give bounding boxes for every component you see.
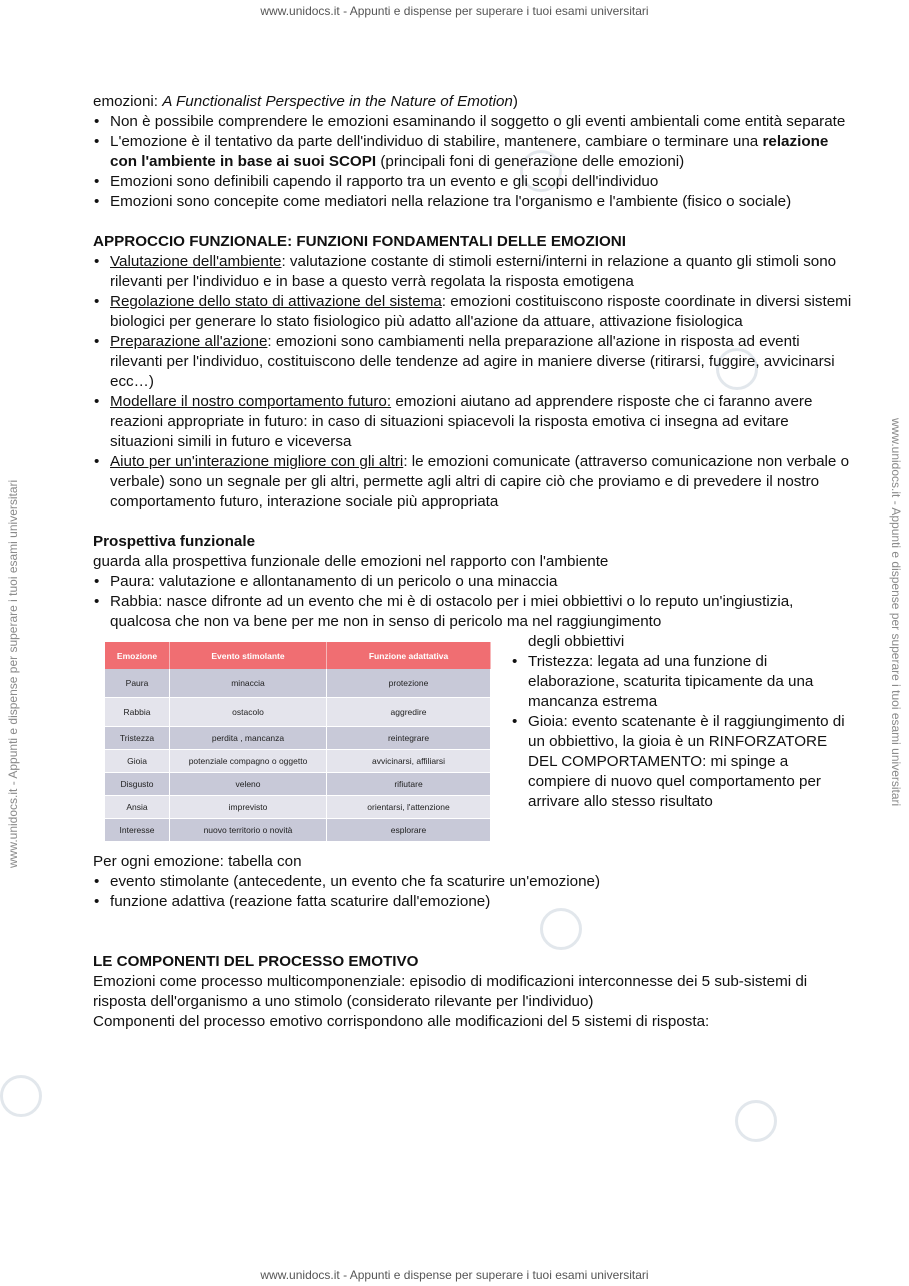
table-cell: Ansia bbox=[105, 796, 170, 819]
document-body bbox=[93, 92, 853, 1032]
table-row bbox=[105, 796, 491, 819]
list-item: • Aiuto per un'interazione migliore con gli altri: le emozioni comunicate (attraverso comunicazione non verbale o verbale) sono un segnale per gli altri, permette agli altri di capire ciò che proviamo e di prevedere il nostro comportamento futuro, interazione sociale più appropriata bbox=[93, 452, 853, 512]
emotion-table-wrapper bbox=[105, 642, 491, 842]
table-row bbox=[105, 727, 491, 750]
intro-line: emozioni: A Functionalist Perspective in the Nature of Emotion) bbox=[93, 93, 518, 110]
left-side-watermark: www.unidocs.it - Appunti e dispense per superare i tuoi esami universitari bbox=[6, 479, 20, 868]
list-item: • Regolazione dello stato di attivazione del sistema: emozioni costituiscono risposte coordinate in diversi sistemi biologici per generare lo stato fisiologico più adatto all'azione da attuare, attivazione fisiologica bbox=[93, 292, 853, 332]
table-header-cell: Evento stimolante bbox=[170, 642, 327, 669]
tabella-intro: Per ogni emozione: tabella con bbox=[93, 853, 302, 870]
table-cell: perdita , mancanza bbox=[170, 727, 327, 750]
table-row bbox=[105, 698, 491, 727]
list-item: • L'emozione è il tentativo da parte dell'individuo di stabilire, mantenere, cambiare o terminare una relazione con l'ambiente in base ai suoi SCOPI (principali foni di generazione delle emozioni) bbox=[93, 132, 853, 172]
table-header-cell: Emozione bbox=[105, 642, 170, 669]
table-cell: rifiutare bbox=[327, 773, 491, 796]
right-side-watermark: www.unidocs.it - Appunti e dispense per superare i tuoi esami universitari bbox=[889, 418, 903, 807]
table-cell: Paura bbox=[105, 669, 170, 698]
componenti-paragraph: Emozioni come processo multicomponenziale: episodio di modificazioni interconnesse dei 5 sub-sistemi di risposta dell'organismo a uno stimolo (considerato rilevante per l'individuo) bbox=[93, 973, 808, 1010]
table-row bbox=[105, 819, 491, 842]
table-cell: potenziale compagno o oggetto bbox=[170, 750, 327, 773]
section-heading-componenti: LE COMPONENTI DEL PROCESSO EMOTIVO bbox=[93, 953, 419, 970]
prospettiva-bullets bbox=[93, 572, 853, 632]
header-watermark: www.unidocs.it - Appunti e dispense per superare i tuoi esami universitari bbox=[260, 4, 649, 18]
list-item: • Rabbia: nasce difronte ad un evento che mi è di ostacolo per i miei obbiettivi o lo reputo un'ingiustizia, qualcosa che non va bene per me non in senso di pericolo ma nel raggiungimento bbox=[93, 592, 853, 632]
table-cell: protezione bbox=[327, 669, 491, 698]
intro-bullets bbox=[93, 112, 853, 212]
footer-watermark: www.unidocs.it - Appunti e dispense per superare i tuoi esami universitari bbox=[260, 1268, 649, 1282]
table-cell: Disgusto bbox=[105, 773, 170, 796]
table-row bbox=[105, 669, 491, 698]
table-cell: Rabbia bbox=[105, 698, 170, 727]
list-item: • Valutazione dell'ambiente: valutazione costante di stimoli esterni/interni in relazione a quanto gli stimoli sono rilevanti per l'individuo e in base a questo verrà regolata la risposta emotigena bbox=[93, 252, 853, 292]
watermark-logo-icon bbox=[0, 1075, 42, 1117]
list-item: • Paura: valutazione e allontanamento di un pericolo o una minaccia bbox=[93, 572, 853, 592]
table-cell: imprevisto bbox=[170, 796, 327, 819]
section-heading-prospettiva: Prospettiva funzionale bbox=[93, 533, 256, 550]
list-item: • Emozioni sono concepite come mediatori nella relazione tra l'organismo e l'ambiente (fisico o sociale) bbox=[93, 192, 853, 212]
list-item: • Tristezza: legata ad una funzione di elaborazione, scaturita tipicamente da una mancanza estrema bbox=[511, 652, 846, 712]
watermark-logo-icon bbox=[735, 1100, 777, 1142]
intro-title-italic: A Functionalist Perspective in the Nature of Emotion bbox=[162, 93, 513, 110]
table-cell: minaccia bbox=[170, 669, 327, 698]
table-cell: Tristezza bbox=[105, 727, 170, 750]
table-cell: reintegrare bbox=[327, 727, 491, 750]
section-heading-approccio: APPROCCIO FUNZIONALE: FUNZIONI FONDAMENTALI DELLE EMOZIONI bbox=[93, 233, 626, 250]
table-cell: Gioia bbox=[105, 750, 170, 773]
tabella-bullets bbox=[93, 872, 853, 912]
list-item: • Modellare il nostro comportamento futuro: emozioni aiutano ad apprendere risposte che ci faranno avere reazioni appropriate in futuro: in caso di situazioni spiacevoli la risposta emotiva ci insegna ad evitare situazioni simili in futuro e viceversa bbox=[93, 392, 853, 452]
table-row bbox=[105, 773, 491, 796]
table-cell: esplorare bbox=[327, 819, 491, 842]
table-row bbox=[105, 750, 491, 773]
list-item: • funzione adattiva (reazione fatta scaturire dall'emozione) bbox=[93, 892, 853, 912]
list-item: • Non è possibile comprendere le emozioni esaminando il soggetto o gli eventi ambientali come entità separate bbox=[93, 112, 853, 132]
componenti-paragraph: Componenti del processo emotivo corrispondono alle modificazioni del 5 sistemi di risposta: bbox=[93, 1013, 710, 1030]
table-and-notes bbox=[93, 632, 853, 835]
approccio-list bbox=[93, 252, 853, 512]
list-item: • evento stimolante (antecedente, un evento che fa scaturire un'emozione) bbox=[93, 872, 853, 892]
emotion-table bbox=[105, 642, 491, 842]
table-cell: ostacolo bbox=[170, 698, 327, 727]
table-cell: avvicinarsi, affiliarsi bbox=[327, 750, 491, 773]
list-item: • Preparazione all'azione: emozioni sono cambiamenti nella preparazione all'azione in risposta ad eventi rilevanti per l'individuo, costituiscono delle tendenze ad agire in maniere diverse (ritirarsi, fuggire, avvicinarsi ecc…) bbox=[93, 332, 853, 392]
prospettiva-intro: guarda alla prospettiva funzionale delle emozioni nel rapporto con l'ambiente bbox=[93, 553, 609, 570]
table-cell: Interesse bbox=[105, 819, 170, 842]
right-bullets bbox=[511, 652, 846, 812]
table-header-cell: Funzione adattativa bbox=[327, 642, 491, 669]
table-cell: orientarsi, l'attenzione bbox=[327, 796, 491, 819]
table-cell: aggredire bbox=[327, 698, 491, 727]
table-cell: veleno bbox=[170, 773, 327, 796]
emotion-notes bbox=[511, 632, 846, 812]
rabbia-continuation: degli obbiettivi bbox=[528, 633, 625, 650]
table-header-row bbox=[105, 642, 491, 669]
list-item: • Gioia: evento scatenante è il raggiungimento di un obbiettivo, la gioia è un RINFORZATORE DEL COMPORTAMENTO: mi spinge a compiere di nuovo quel comportamento per arrivare allo stesso risultato bbox=[511, 712, 846, 812]
table-cell: nuovo territorio o novità bbox=[170, 819, 327, 842]
list-item: • Emozioni sono definibili capendo il rapporto tra un evento e gli scopi dell'individuo bbox=[93, 172, 853, 192]
